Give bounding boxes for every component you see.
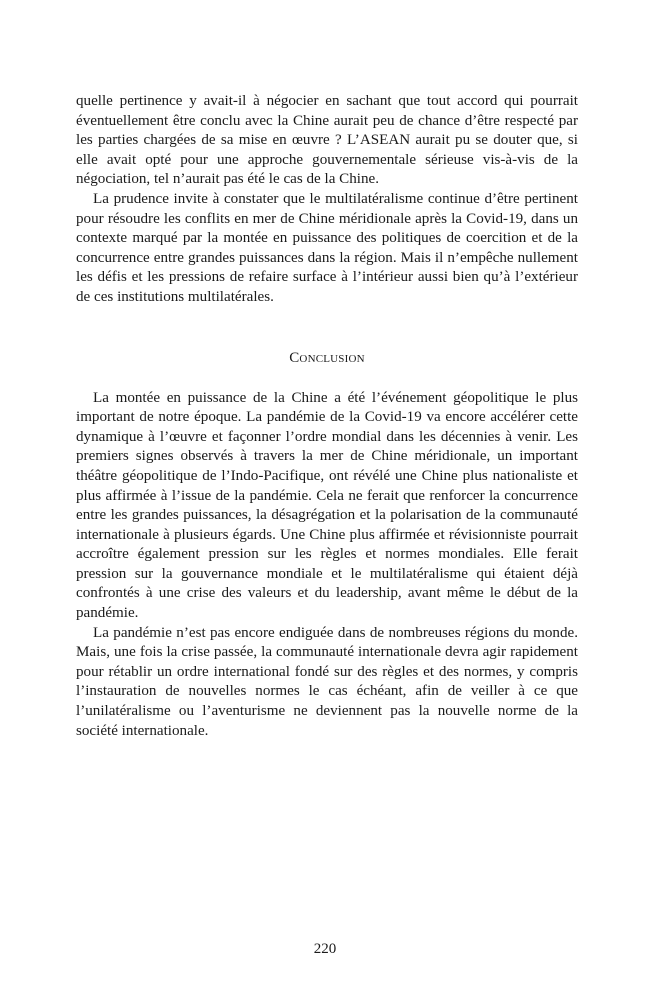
paragraph-conclusion-2: La pandémie n’est pas encore endiguée dans de nombreuses régions du monde. Mais, une fois la crise passée, la communauté internationale devra agir rapidement pour rétablir un ordre international fondé sur des règles et des normes, y compris l’instauration de nouvelles normes le cas échéant, afin de veiller à ce que l’unilatéralisme ou l’aventurisme ne deviennent pas la nouvelle norme de la société internationale. xyxy=(76,624,578,739)
paragraph-multilateralism: La prudence invite à constater que le multilatéralisme continue d’être pertinent pour résoudre les conflits en mer de Chine méridionale après la Covid-19, dans un contexte marqué par la montée en puissance des politiques de coercition et de la concurrence entre grandes puissances dans la région. Mais il n’empêche nullement les défis et les pressions de refaire surface à l’intérieur aussi bien qu’à l’extérieur de ces institutions multilatérales. xyxy=(76,190,578,305)
paragraph-conclusion-1: La montée en puissance de la Chine a été l’événement géopolitique le plus important de notre époque. La pandémie de la Covid-19 va encore accélérer cette dynamique à l’œuvre et façonner l’ordre mondial dans les décennies à venir. Les premiers signes observés à travers la mer de Chine méridionale, un important théâtre géopolitique de l’Indo-Pacifique, ont révélé une Chine plus nationaliste et plus affirmée à l’issue de la pandémie. Cela ne ferait que renforcer la concurrence entre les grandes puissances, la désagrégation et la polarisation de la communauté internationale à plusieurs égards. Une Chine plus affirmée et révisionniste pourrait accroître également pression sur les règles et normes mondiales. Elle ferait pression sur la gouvernance mondiale et le multilatéralisme qui étaient déjà confrontés à une crise des valeurs et du leadership, avant même le début de la pandémie. xyxy=(76,389,578,622)
section-heading-conclusion: Conclusion xyxy=(289,349,365,366)
page-number: 220 xyxy=(313,941,337,957)
paragraph-continuation: quelle pertinence y avait-il à négocier en sachant que tout accord qui pourrait éventuellement être conclu avec la Chine aurait peu de chance d’être respecté par les parties chargées de sa mise en œuvre ? L’ASEAN aurait pu se douter que, si elle avait opté pour une approche gouvernementale sérieuse vis-à-vis de la négociation, tel n’aurait pas été le cas de la Chine. xyxy=(76,93,578,188)
page-body xyxy=(76,92,578,741)
